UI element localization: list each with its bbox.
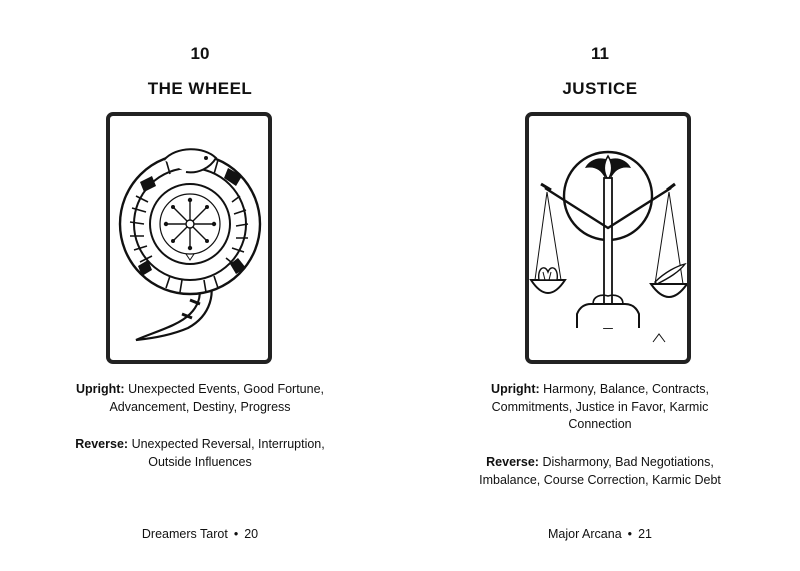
upright-text: Harmony, Balance, Contracts, Commitments, Justice in Favor, Karmic Connection [491, 382, 709, 431]
justice-card-illustration [525, 112, 691, 364]
upright-label: Upright: [491, 382, 540, 396]
footer-separator: • [627, 527, 633, 541]
reverse-label: Reverse: [486, 455, 539, 469]
footer-title: Major Arcana [548, 527, 622, 541]
page-number: 21 [638, 527, 652, 541]
upright-text: Unexpected Events, Good Fortune, Advancement, Destiny, Progress [109, 382, 325, 414]
page-footer [400, 527, 800, 541]
footer-separator: • [233, 527, 239, 541]
reverse-text: Disharmony, Bad Negotiations, Imbalance, Course Correction, Karmic Debt [479, 455, 721, 487]
wheel-serpent-drawing [110, 116, 268, 360]
justice-scales-drawing [529, 116, 687, 360]
card-number: 10 [190, 44, 210, 63]
upright-label: Upright: [75, 382, 125, 396]
upright-meaning [0, 381, 400, 416]
reverse-label: Reverse: [75, 437, 129, 451]
reverse-text: Unexpected Reversal, Interruption, Outside Influences [131, 437, 325, 469]
card-number: 11 [591, 44, 609, 63]
right-page [400, 0, 800, 571]
wheel-card-illustration [106, 112, 272, 364]
card-title: THE WHEEL [147, 79, 253, 98]
footer-title: Dreamers Tarot [141, 527, 228, 541]
reverse-meaning [400, 454, 800, 489]
page-footer [0, 527, 400, 541]
reverse-meaning [0, 436, 400, 471]
page-number: 20 [244, 527, 259, 541]
upright-meaning [400, 381, 800, 434]
card-title: JUSTICE [562, 79, 638, 98]
